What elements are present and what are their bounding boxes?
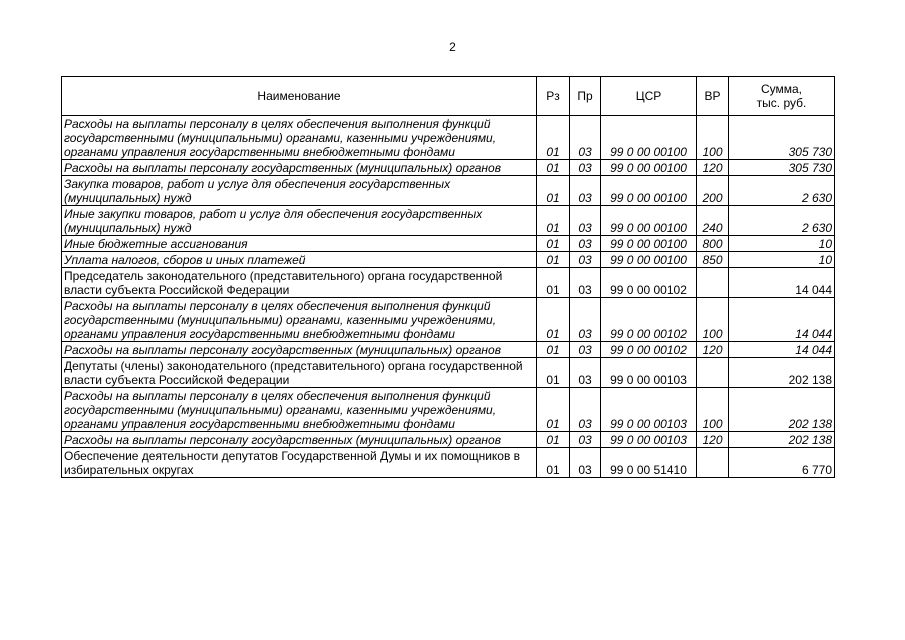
table-row	[62, 160, 835, 176]
row-csr: 99 0 00 00100	[601, 116, 697, 160]
header-sum: Сумма, тыс. руб.	[729, 77, 835, 116]
table-row	[62, 358, 835, 388]
table-row	[62, 448, 835, 478]
header-name: Наименование	[62, 77, 537, 116]
row-sum: 6 770	[729, 448, 835, 478]
row-name: Расходы на выплаты персоналу в целях обеспечения выполнения функций государственными (муниципальными) органами, казенными учреждениями, органами управления государственными внебюджетными фондами	[62, 388, 537, 432]
row-name: Председатель законодательного (представительного) органа государственной власти субъекта Российской Федерации	[62, 268, 537, 298]
row-csr: 99 0 00 00102	[601, 298, 697, 342]
row-pr: 03	[570, 252, 601, 268]
table-row	[62, 298, 835, 342]
table-body	[62, 116, 835, 478]
row-vr	[697, 448, 729, 478]
row-pr: 03	[570, 176, 601, 206]
row-vr	[697, 358, 729, 388]
row-sum: 202 138	[729, 388, 835, 432]
row-rz: 01	[537, 342, 570, 358]
row-pr: 03	[570, 388, 601, 432]
row-name: Закупка товаров, работ и услуг для обеспечения государственных (муниципальных) нужд	[62, 176, 537, 206]
row-pr: 03	[570, 342, 601, 358]
row-name: Расходы на выплаты персоналу государственных (муниципальных) органов	[62, 432, 537, 448]
row-name: Расходы на выплаты персоналу в целях обеспечения выполнения функций государственными (муниципальными) органами, казенными учреждениями, органами управления государственными внебюджетными фондами	[62, 116, 537, 160]
row-name: Расходы на выплаты персоналу государственных (муниципальных) органов	[62, 342, 537, 358]
row-pr: 03	[570, 236, 601, 252]
page-number: 2	[449, 40, 456, 54]
row-rz: 01	[537, 388, 570, 432]
row-rz: 01	[537, 176, 570, 206]
row-pr: 03	[570, 432, 601, 448]
row-vr: 120	[697, 432, 729, 448]
table-row	[62, 432, 835, 448]
row-pr: 03	[570, 206, 601, 236]
row-vr: 100	[697, 298, 729, 342]
row-name: Расходы на выплаты персоналу в целях обеспечения выполнения функций государственными (муниципальными) органами, казенными учреждениями, органами управления государственными внебюджетными фондами	[62, 298, 537, 342]
row-vr: 100	[697, 116, 729, 160]
row-pr: 03	[570, 160, 601, 176]
row-csr: 99 0 00 00100	[601, 252, 697, 268]
row-rz: 01	[537, 236, 570, 252]
row-pr: 03	[570, 298, 601, 342]
row-sum: 14 044	[729, 342, 835, 358]
table-row	[62, 342, 835, 358]
header-csr: ЦСР	[601, 77, 697, 116]
budget-table	[61, 76, 835, 478]
row-sum: 202 138	[729, 432, 835, 448]
row-csr: 99 0 00 00103	[601, 388, 697, 432]
row-csr: 99 0 00 00100	[601, 176, 697, 206]
row-vr: 120	[697, 342, 729, 358]
header-pr: Пр	[570, 77, 601, 116]
row-vr: 120	[697, 160, 729, 176]
row-name: Расходы на выплаты персоналу государственных (муниципальных) органов	[62, 160, 537, 176]
row-name: Депутаты (члены) законодательного (представительного) органа государственной власти субъекта Российской Федерации	[62, 358, 537, 388]
row-csr: 99 0 00 00100	[601, 206, 697, 236]
row-sum: 14 044	[729, 268, 835, 298]
row-sum: 202 138	[729, 358, 835, 388]
row-name: Уплата налогов, сборов и иных платежей	[62, 252, 537, 268]
table-row	[62, 236, 835, 252]
table-header-row	[62, 77, 835, 116]
row-rz: 01	[537, 432, 570, 448]
row-vr: 240	[697, 206, 729, 236]
header-rz: Рз	[537, 77, 570, 116]
row-name: Иные бюджетные ассигнования	[62, 236, 537, 252]
table-row	[62, 116, 835, 160]
row-pr: 03	[570, 268, 601, 298]
row-pr: 03	[570, 448, 601, 478]
row-sum: 305 730	[729, 160, 835, 176]
row-vr	[697, 268, 729, 298]
row-rz: 01	[537, 160, 570, 176]
row-rz: 01	[537, 116, 570, 160]
row-csr: 99 0 00 00102	[601, 268, 697, 298]
row-csr: 99 0 00 00100	[601, 160, 697, 176]
table-row	[62, 268, 835, 298]
row-sum: 2 630	[729, 176, 835, 206]
row-sum: 305 730	[729, 116, 835, 160]
row-rz: 01	[537, 252, 570, 268]
row-sum: 10	[729, 236, 835, 252]
row-rz: 01	[537, 298, 570, 342]
row-rz: 01	[537, 358, 570, 388]
row-csr: 99 0 00 00103	[601, 432, 697, 448]
row-vr: 850	[697, 252, 729, 268]
row-csr: 99 0 00 51410	[601, 448, 697, 478]
row-vr: 800	[697, 236, 729, 252]
row-csr: 99 0 00 00103	[601, 358, 697, 388]
row-csr: 99 0 00 00100	[601, 236, 697, 252]
row-sum: 2 630	[729, 206, 835, 236]
row-pr: 03	[570, 116, 601, 160]
row-csr: 99 0 00 00102	[601, 342, 697, 358]
row-rz: 01	[537, 268, 570, 298]
row-vr: 200	[697, 176, 729, 206]
table-row	[62, 176, 835, 206]
row-pr: 03	[570, 358, 601, 388]
table-row	[62, 388, 835, 432]
row-name: Иные закупки товаров, работ и услуг для обеспечения государственных (муниципальных) нужд	[62, 206, 537, 236]
row-sum: 10	[729, 252, 835, 268]
row-vr: 100	[697, 388, 729, 432]
row-name: Обеспечение деятельности депутатов Государственной Думы и их помощников в избирательных округах	[62, 448, 537, 478]
table-row	[62, 206, 835, 236]
row-rz: 01	[537, 206, 570, 236]
row-rz: 01	[537, 448, 570, 478]
row-sum: 14 044	[729, 298, 835, 342]
header-vr: ВР	[697, 77, 729, 116]
table-row	[62, 252, 835, 268]
